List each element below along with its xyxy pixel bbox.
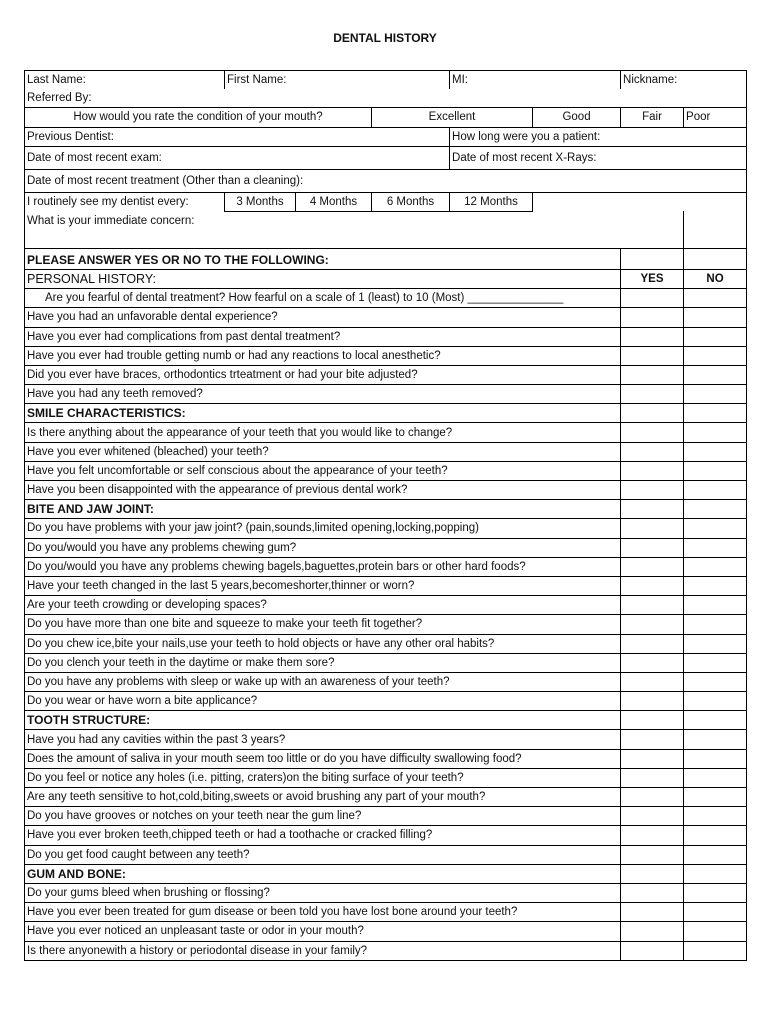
question-row (25, 692, 747, 711)
no-cell[interactable] (684, 308, 747, 327)
section-heading-row (25, 864, 747, 883)
rating-poor[interactable]: Poor (684, 108, 747, 127)
question-row (25, 615, 747, 634)
no-column-header: NO (684, 269, 747, 288)
recent-treatment-field[interactable]: Date of most recent treatment (Other than a cleaning): (25, 169, 747, 192)
treatment-row (25, 169, 747, 192)
question-row (25, 903, 747, 922)
question-text: Do you have more than one bite and squeeze to make your teeth fit together? (25, 615, 621, 634)
smile-section-heading: SMILE CHARACTERISTICS: (25, 404, 621, 423)
no-cell[interactable] (684, 461, 747, 480)
question-row (25, 749, 747, 768)
yes-cell[interactable] (621, 672, 684, 691)
section-heading-row (25, 711, 747, 730)
question-row (25, 308, 747, 327)
question-text: Do you get food caught between any teeth? (25, 845, 621, 864)
routine-6-months[interactable]: 6 Months (372, 192, 450, 211)
no-cell[interactable] (684, 883, 747, 902)
recent-xrays-field[interactable]: Date of most recent X-Rays: (450, 146, 747, 169)
question-row (25, 365, 747, 384)
yes-cell[interactable] (621, 289, 684, 308)
question-row (25, 883, 747, 902)
yes-cell[interactable] (621, 346, 684, 365)
question-row (25, 653, 747, 672)
yes-cell[interactable] (621, 308, 684, 327)
fear-question: Are you fearful of dental treatment? How fearful on a scale of 1 (least) to 10 (Most) _______________ (25, 289, 621, 308)
rating-good[interactable]: Good (533, 108, 621, 127)
question-row (25, 941, 747, 960)
question-row (25, 845, 747, 864)
question-text: Do you/would you have any problems chewing bagels,baguettes,protein bars or other hard foods? (25, 557, 621, 576)
no-cell[interactable] (684, 538, 747, 557)
questions-body (25, 308, 747, 960)
question-text: Have you had an unfavorable dental experience? (25, 308, 621, 327)
no-cell[interactable] (684, 749, 747, 768)
yes-cell[interactable] (621, 634, 684, 653)
yes-cell[interactable] (621, 711, 684, 730)
no-cell[interactable] (684, 903, 747, 922)
yes-cell[interactable] (621, 903, 684, 922)
question-row (25, 730, 747, 749)
form-title: DENTAL HISTORY (333, 31, 437, 45)
mi-field[interactable]: MI: (450, 71, 621, 90)
question-row (25, 826, 747, 845)
immediate-concern-field[interactable]: What is your immediate concern: (25, 211, 684, 248)
question-row (25, 442, 747, 461)
question-text: Do you/would you have any problems chewing gum? (25, 538, 621, 557)
question-text: Do you have problems with your jaw joint? (pain,sounds,limited opening,locking,popping) (25, 519, 621, 538)
yes-cell[interactable] (621, 442, 684, 461)
no-cell[interactable] (684, 557, 747, 576)
question-row (25, 807, 747, 826)
yes-cell[interactable] (621, 788, 684, 807)
referred-by-field[interactable]: Referred By: (25, 89, 747, 108)
question-row (25, 576, 747, 595)
no-cell[interactable] (684, 576, 747, 595)
question-text: Have you ever been treated for gum disease or been told you have lost bone around your teeth? (25, 903, 621, 922)
how-long-patient-field[interactable]: How long were you a patient: (450, 127, 747, 146)
yes-cell[interactable] (621, 365, 684, 384)
yes-cell[interactable] (621, 519, 684, 538)
no-cell[interactable] (684, 481, 747, 500)
no-cell[interactable] (684, 845, 747, 864)
yes-cell[interactable] (621, 730, 684, 749)
question-text: Does the amount of saliva in your mouth seem too little or do you have difficulty swallowing food? (25, 749, 621, 768)
rate-row (25, 108, 747, 127)
question-row (25, 768, 747, 787)
yes-cell[interactable] (621, 557, 684, 576)
question-row (25, 634, 747, 653)
no-cell[interactable] (684, 442, 747, 461)
no-cell[interactable] (684, 672, 747, 691)
question-text: Do you have grooves or notches on your teeth near the gum line? (25, 807, 621, 826)
question-text: Have your teeth changed in the last 5 years,becomeshorter,thinner or worn? (25, 576, 621, 595)
question-row (25, 788, 747, 807)
no-cell[interactable] (684, 289, 747, 308)
yes-cell[interactable] (621, 327, 684, 346)
yes-cell[interactable] (621, 883, 684, 902)
question-text: Do your gums bleed when brushing or flossing? (25, 883, 621, 902)
question-text: Do you clench your teeth in the daytime or make them sore? (25, 653, 621, 672)
instructions: PLEASE ANSWER YES OR NO TO THE FOLLOWING: (25, 248, 621, 269)
personal-header-row (25, 269, 747, 288)
yes-cell[interactable] (621, 615, 684, 634)
yes-cell[interactable] (621, 538, 684, 557)
yes-cell[interactable] (621, 768, 684, 787)
bite-section-heading: BITE AND JAW JOINT: (25, 500, 621, 519)
no-cell[interactable] (684, 500, 747, 519)
no-cell[interactable] (684, 346, 747, 365)
no-cell[interactable] (684, 327, 747, 346)
yes-cell[interactable] (621, 749, 684, 768)
question-row (25, 289, 747, 308)
yes-cell[interactable] (621, 692, 684, 711)
question-text: Have you ever whitened (bleached) your teeth? (25, 442, 621, 461)
yes-cell[interactable] (621, 500, 684, 519)
yes-cell[interactable] (621, 461, 684, 480)
no-cell[interactable] (684, 941, 747, 960)
no-cell[interactable] (684, 519, 747, 538)
recent-exam-field[interactable]: Date of most recent exam: (25, 146, 450, 169)
question-row (25, 423, 747, 442)
question-row (25, 461, 747, 480)
previous-dentist-field[interactable]: Previous Dentist: (25, 127, 450, 146)
question-row (25, 481, 747, 500)
question-row (25, 922, 747, 941)
referred-row (25, 89, 747, 108)
yes-cell[interactable] (621, 922, 684, 941)
question-text: Have you felt uncomfortable or self conscious about the appearance of your teeth? (25, 461, 621, 480)
question-text: Do you chew ice,bite your nails,use your teeth to hold objects or have any other oral habits? (25, 634, 621, 653)
tooth-section-heading: TOOTH STRUCTURE: (25, 711, 621, 730)
no-cell[interactable] (684, 730, 747, 749)
no-cell[interactable] (684, 692, 747, 711)
name-row (25, 71, 747, 90)
rating-excellent[interactable]: Excellent (372, 108, 533, 127)
no-cell[interactable] (684, 768, 747, 787)
question-text: Have you had any teeth removed? (25, 385, 621, 404)
yes-cell[interactable] (621, 807, 684, 826)
question-row (25, 557, 747, 576)
question-row (25, 538, 747, 557)
no-cell[interactable] (684, 404, 747, 423)
no-cell[interactable] (684, 596, 747, 615)
routine-label: I routinely see my dentist every: (25, 192, 225, 211)
routine-12-months[interactable]: 12 Months (450, 192, 533, 211)
question-text: Have you ever had trouble getting numb or had any reactions to local anesthetic? (25, 346, 621, 365)
first-name-field[interactable]: First Name: (225, 71, 450, 90)
question-row (25, 346, 747, 365)
nickname-field[interactable]: Nickname: (621, 71, 747, 90)
yes-cell[interactable] (621, 596, 684, 615)
question-row (25, 672, 747, 691)
no-cell[interactable] (684, 788, 747, 807)
question-text: Do you feel or notice any holes (i.e. pitting, craters)on the biting surface of your teeth? (25, 768, 621, 787)
yes-cell[interactable] (621, 864, 684, 883)
no-cell[interactable] (684, 385, 747, 404)
yes-cell[interactable] (621, 481, 684, 500)
personal-history-heading: PERSONAL HISTORY: (25, 269, 621, 288)
section-heading-row (25, 500, 747, 519)
yes-cell[interactable] (621, 653, 684, 672)
question-text: Are any teeth sensitive to hot,cold,biting,sweets or avoid brushing any part of your mouth? (25, 788, 621, 807)
instructions-row (25, 248, 747, 269)
last-name-field[interactable]: Last Name: (25, 71, 225, 90)
question-row (25, 385, 747, 404)
question-row (25, 327, 747, 346)
question-text: Have you been disappointed with the appearance of previous dental work? (25, 481, 621, 500)
yes-cell[interactable] (621, 826, 684, 845)
no-cell[interactable] (684, 711, 747, 730)
routine-4-months[interactable]: 4 Months (296, 192, 372, 211)
question-text: Do you wear or have worn a bite applicance? (25, 692, 621, 711)
question-text: Have you ever broken teeth,chipped teeth or had a toothache or cracked filling? (25, 826, 621, 845)
yes-cell[interactable] (621, 845, 684, 864)
routine-3-months[interactable]: 3 Months (225, 192, 296, 211)
no-cell[interactable] (684, 826, 747, 845)
yes-cell[interactable] (621, 404, 684, 423)
question-text: Have you ever had complications from past dental treatment? (25, 327, 621, 346)
no-cell[interactable] (684, 807, 747, 826)
rate-question: How would you rate the condition of your mouth? (25, 108, 372, 127)
no-cell[interactable] (684, 423, 747, 442)
no-cell[interactable] (684, 653, 747, 672)
gum-section-heading: GUM AND BONE: (25, 864, 621, 883)
routine-row (25, 192, 747, 211)
rating-fair[interactable]: Fair (621, 108, 684, 127)
no-cell[interactable] (684, 922, 747, 941)
question-text: Is there anything about the appearance of your teeth that you would like to change? (25, 423, 621, 442)
no-cell[interactable] (684, 864, 747, 883)
question-row (25, 596, 747, 615)
dental-history-form (24, 70, 747, 961)
exam-row (25, 146, 747, 169)
concern-row (25, 211, 747, 248)
yes-cell[interactable] (621, 423, 684, 442)
no-cell[interactable] (684, 634, 747, 653)
section-heading-row (25, 404, 747, 423)
yes-cell[interactable] (621, 385, 684, 404)
question-text: Is there anyonewith a history or periodontal disease in your family? (25, 941, 621, 960)
yes-cell[interactable] (621, 576, 684, 595)
question-text: Did you ever have braces, orthodontics trteatment or had your bite adjusted? (25, 365, 621, 384)
yes-column-header: YES (621, 269, 684, 288)
question-row (25, 519, 747, 538)
question-text: Are your teeth crowding or developing spaces? (25, 596, 621, 615)
question-text: Have you ever noticed an unpleasant taste or odor in your mouth? (25, 922, 621, 941)
question-text: Have you had any cavities within the past 3 years? (25, 730, 621, 749)
question-text: Do you have any problems with sleep or wake up with an awareness of your teeth? (25, 672, 621, 691)
previous-dentist-row (25, 127, 747, 146)
no-cell[interactable] (684, 615, 747, 634)
yes-cell[interactable] (621, 941, 684, 960)
no-cell[interactable] (684, 365, 747, 384)
